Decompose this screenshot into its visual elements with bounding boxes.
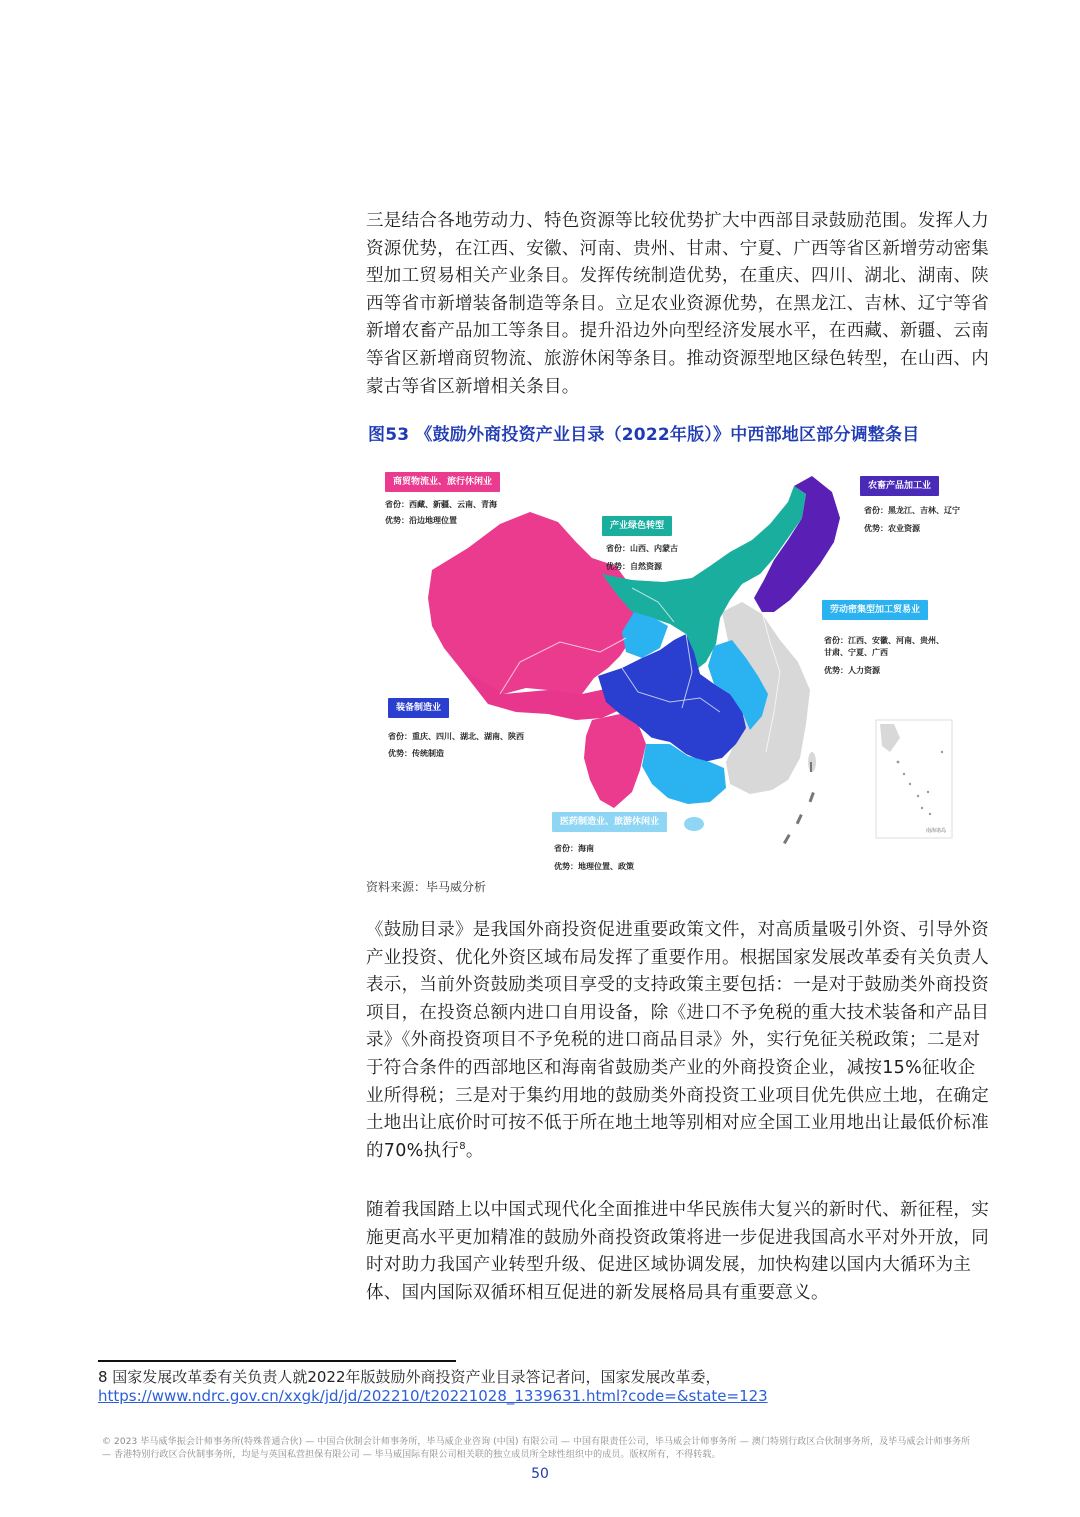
copyright-notice: © 2023 毕马威华振会计师事务所(特殊普通合伙) — 中国合伙制会计师事务所，毕马威企业咨询 (中国) 有限公司 — 中国有限责任公司，毕马威会计师事务所 — 澳门特别行政区合伙制事务所，及毕马威会计师事务所 — 香港特别行政区合伙制事务所，均是与英国私营担保有限公司 — 毕马威国际有限公司相关联的独立成员所全球性组织中的成员。版权所有，不得转载。: [102, 1437, 971, 1460]
footnote: [98, 1368, 978, 1406]
label-pharma-tourism-advantage: 优势：地理位置、政策: [554, 862, 634, 871]
label-pharma-tourism-provinces: 省份：海南: [554, 844, 594, 853]
south-sea-inset: [876, 720, 952, 838]
body-paragraph-3: 随着我国踏上以中国式现代化全面推进中华民族伟大复兴的新时代、新征程，实施更高水平更加精准的鼓励外商投资政策将进一步促进我国高水平对外开放，同时对助力我国产业转型升级、促进区域协调发展，加快构建以国内大循环为主体、国内国际双循环相互促进的新发展格局具有重要意义。: [366, 1200, 989, 1303]
label-pharma-tourism: 医药制造业、旅游休闲业: [552, 812, 667, 832]
page-number: 50: [531, 1466, 549, 1482]
body-paragraph-2: 《鼓励目录》是我国外商投资促进重要政策文件，对高质量吸引外资、引导外资产业投资、优化外资区域布局发挥了重要作用。根据国家发展改革委有关负责人表示，当前外资鼓励类项目享受的支持政策主要包括：一是对于鼓励类外商投资项目，在投资总额内进口自用设备，除《进口不予免税的重大技术装备和产品目录》《外商投资项目不予免税的进口商品目录》外，实行免征关税政策；二是对于符合条件的西部地区和海南省鼓励类产业的外商投资企业，减按15%征收企业所得税；三是对于集约用地的鼓励类外商投资工业项目优先供应土地，在确定土地出让底价时可按不低于所在地土地等别相对应全国工业用地出让最低价标准的70%执行$^8$。: [366, 920, 989, 1161]
label-green-transition: 产业绿色转型: [602, 516, 672, 536]
label-trade-tourism-provinces: 省份：西藏、新疆、云南、青海: [385, 500, 497, 509]
label-labor-intensive-provinces: 省份：江西、安徽、河南、贵州、: [824, 636, 944, 645]
label-labor-intensive: 劳动密集型加工贸易业: [822, 600, 928, 620]
label-agri-processing-advantage: 优势：农业资源: [864, 524, 920, 533]
map-region-pink-west: [428, 512, 638, 698]
svg-text:南海诸岛: 南海诸岛: [926, 828, 947, 834]
map-region-hainan: [684, 817, 704, 831]
label-equipment-manufacturing-provinces: 省份：重庆、四川、湖北、湖南、陕西: [388, 732, 524, 741]
body-paragraph-1: 三是结合各地劳动力、特色资源等比较优势扩大中西部目录鼓励范围。发挥人力资源优势，在江西、安徽、河南、贵州、甘肃、宁夏、广西等省区新增劳动密集型加工贸易相关产业条目。发挥传统制造优势，在重庆、四川、湖北、湖南、陕西等省市新增装备制造等条目。立足农业资源优势，在黑龙江、吉林、辽宁等省新增农畜产品加工等条目。提升沿边外向型经济发展水平，在西藏、新疆、云南等省区新增商贸物流、旅游休闲等条目。推动资源型地区绿色转型，在山西、内蒙古等省区新增相关条目。: [366, 211, 989, 397]
footnote-ref[interactable]: 8: [459, 1140, 466, 1152]
footnote-text: 8 国家发展改革委有关负责人就2022年版鼓励外商投资产业目录答记者问，国家发展改革委，: [98, 1368, 721, 1386]
label-labor-intensive-provinces-2: 甘肃、宁夏、广西: [824, 648, 888, 657]
label-green-transition-provinces: 省份：山西、内蒙古: [606, 544, 678, 553]
figure-title: 图53 《鼓励外商投资产业目录（2022年版）》中西部地区部分调整条目: [368, 425, 920, 445]
footnote-divider: [98, 1360, 456, 1362]
label-equipment-manufacturing: 装备制造业: [388, 698, 449, 718]
label-agri-processing: 农畜产品加工业: [860, 476, 939, 496]
map-region-pink-yunnan: [584, 714, 646, 808]
source-note: 资料来源：毕马威分析: [366, 880, 487, 894]
footnote-link[interactable]: https://www.ndrc.gov.cn/xxgk/jd/jd/202210/t20221028_1339631.html?code=&state=123: [98, 1387, 768, 1405]
label-trade-tourism: 商贸物流业、旅行休闲业: [385, 472, 500, 492]
label-agri-processing-provinces: 省份：黑龙江、吉林、辽宁: [864, 506, 960, 515]
label-equipment-manufacturing-advantage: 优势：传统制造: [388, 749, 444, 758]
label-trade-tourism-advantage: 优势：沿边地理位置: [385, 516, 457, 525]
label-labor-intensive-advantage: 优势：人力资源: [824, 666, 880, 675]
china-map-figure: [370, 462, 990, 880]
label-green-transition-advantage: 优势：自然资源: [606, 562, 662, 571]
